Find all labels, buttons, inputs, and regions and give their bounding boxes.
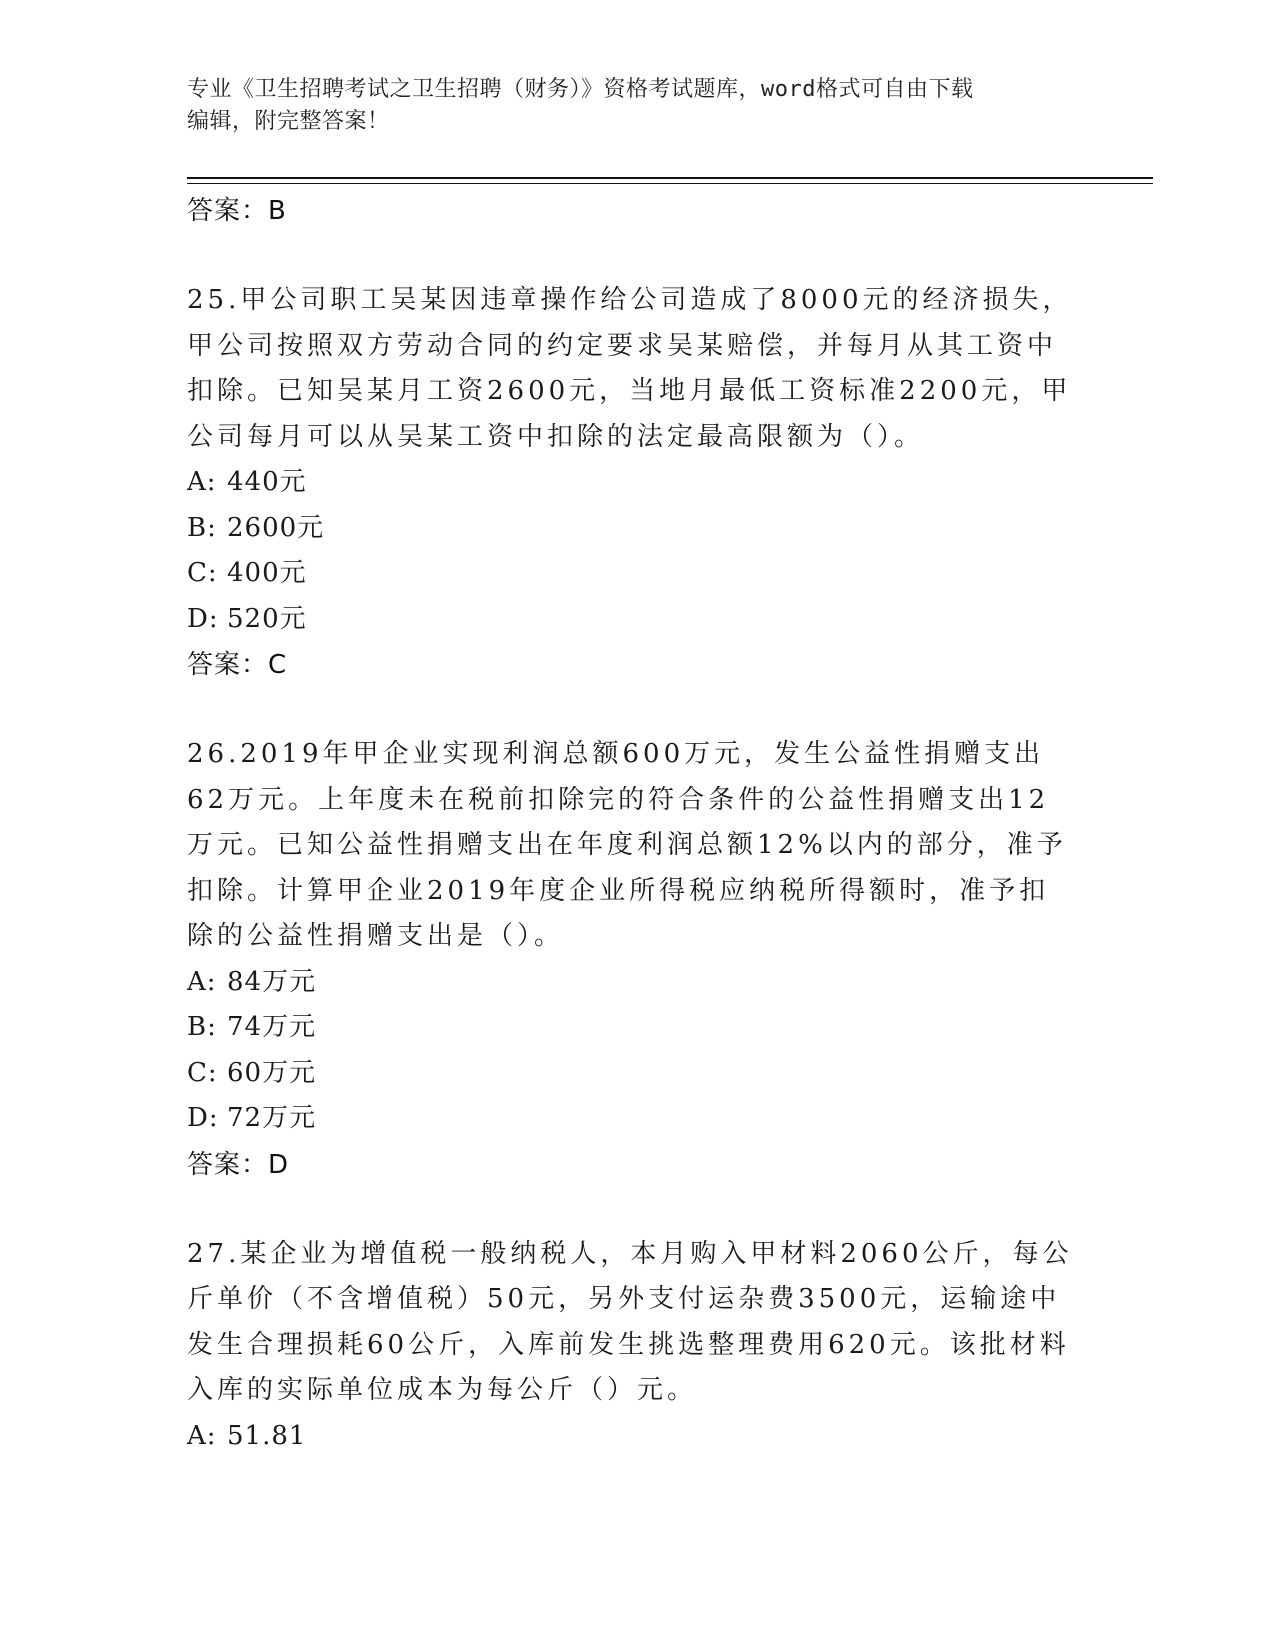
spacer <box>187 688 1087 732</box>
option-letter: D: <box>187 1103 219 1133</box>
header-rule-thick <box>187 177 1153 179</box>
question-26-option-d <box>187 1096 1087 1142</box>
header-line-1: 专业《卫生招聘考试之卫生招聘（财务）》资格考试题库，word格式可自由下载 <box>187 77 974 102</box>
option-text: 60万元 <box>227 1057 317 1088</box>
option-text: 2600元 <box>227 512 325 543</box>
question-26-option-a <box>187 960 1087 1006</box>
question-27-option-a <box>187 1414 1087 1460</box>
question-26-text: 26.2019年甲企业实现利润总额600万元，发生公益性捐赠支出62万元。上年度未在税前扣除完的符合条件的公益性捐赠支出12万元。已知公益性捐赠支出在年度利润总额12%以内的部分，准予扣除。计算甲企业2019年度企业所得税应纳税所得额时，准予扣除的公益性捐赠支出是（）。 <box>187 739 1067 951</box>
question-25-option-b <box>187 506 1087 552</box>
option-text: 51.81 <box>227 1420 307 1451</box>
question-25-option-c <box>187 551 1087 597</box>
header-line-2: 编辑，附完整答案！ <box>187 109 390 134</box>
question-26-option-c <box>187 1051 1087 1097</box>
header-rule-thin <box>187 183 1153 184</box>
option-text: 74万元 <box>227 1012 317 1042</box>
document-header <box>187 74 1087 138</box>
question-26-answer: 答案：D <box>187 1149 290 1180</box>
option-letter: D: <box>187 603 219 634</box>
option-text: 72万元 <box>227 1103 317 1133</box>
option-letter: C: <box>187 1057 218 1088</box>
option-text: 520元 <box>227 603 307 634</box>
previous-answer: 答案：B <box>187 196 287 226</box>
question-26-option-b <box>187 1005 1087 1051</box>
question-25-text: 25.甲公司职工吴某因违章操作给公司造成了8000元的经济损失，甲公司按照双方劳动合同的约定要求吴某赔偿，并每月从其工资中扣除。已知吴某月工资2600元，当地月最低工资标准2200元，甲公司每月可以从吴某工资中扣除的法定最高限额为（）。 <box>187 285 1073 452</box>
option-letter: B: <box>187 1012 217 1042</box>
option-letter: A: <box>187 966 217 997</box>
option-letter: B: <box>187 512 217 543</box>
question-25-option-a <box>187 460 1087 506</box>
option-letter: A: <box>187 467 217 497</box>
spacer <box>187 234 1087 278</box>
option-text: 400元 <box>227 558 307 588</box>
question-25-option-d <box>187 597 1087 643</box>
option-letter: C: <box>187 558 218 588</box>
option-letter: A: <box>187 1420 217 1451</box>
option-text: 84万元 <box>227 966 317 997</box>
option-text: 440元 <box>227 467 307 497</box>
question-25-answer: 答案：C <box>187 650 288 680</box>
question-content <box>187 188 1087 1459</box>
question-27-text: 27.某企业为增值税一般纳税人，本月购入甲材料2060公斤，每公斤单价（不含增值税）50元，另外支付运杂费3500元，运输途中发生合理损耗60公斤，入库前发生挑选整理费用620元。该批材料入库的实际单位成本为每公斤（）元。 <box>187 1238 1073 1405</box>
spacer <box>187 1188 1087 1232</box>
